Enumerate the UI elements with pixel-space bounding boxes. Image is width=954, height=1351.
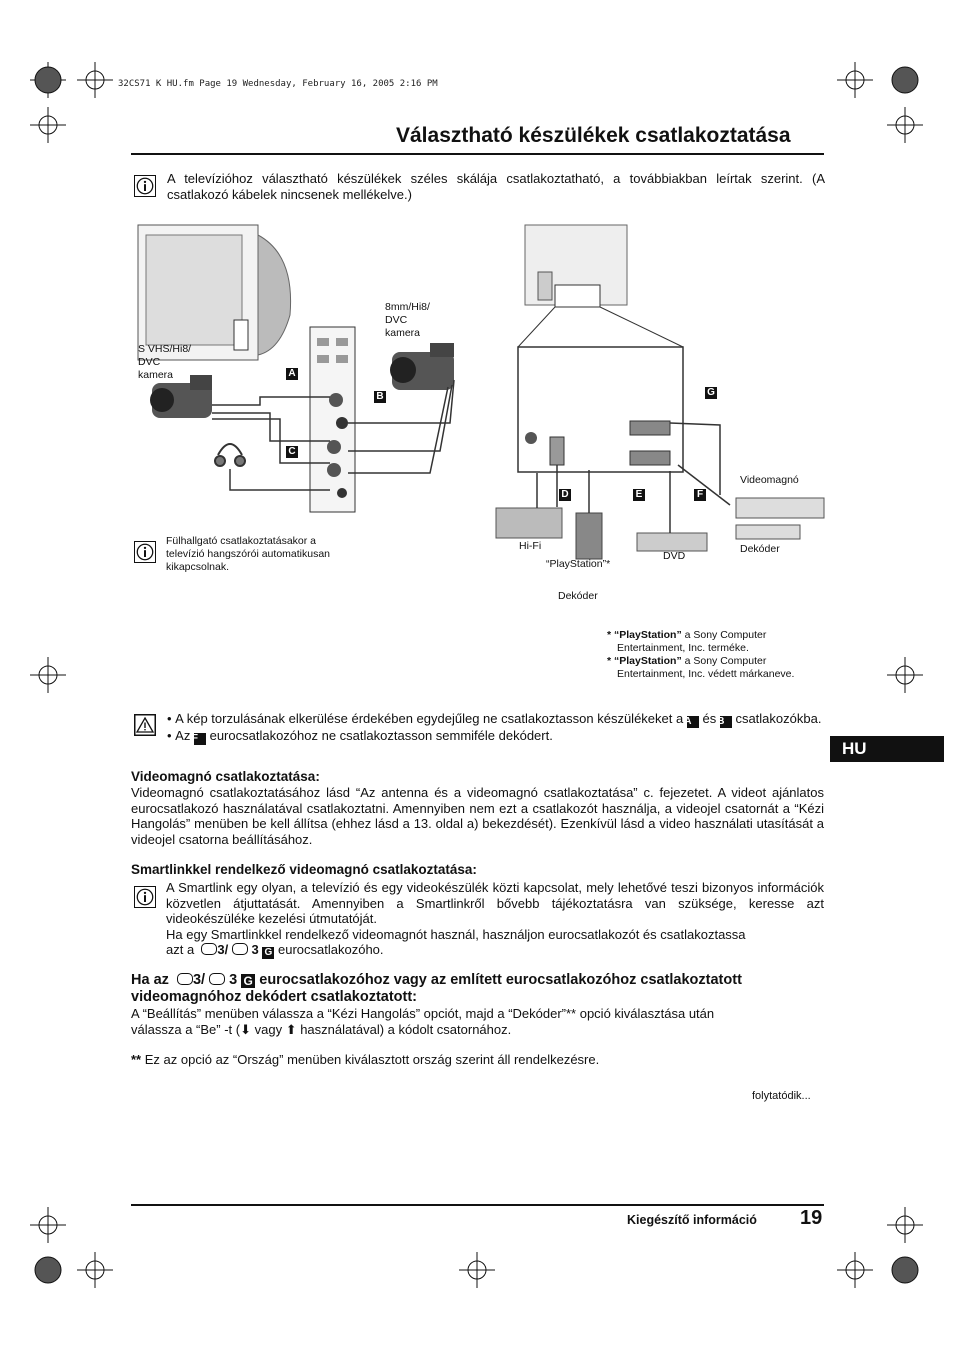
registration-mark [896, 666, 914, 684]
footnote-rest: a Sony Computer [681, 629, 767, 641]
registration-crosshair [30, 657, 66, 693]
registration-crosshair [887, 107, 923, 143]
page-number: 19 [800, 1207, 823, 1229]
registration-mark [846, 71, 864, 89]
registration-crosshair [887, 1207, 923, 1243]
registration-crosshair [887, 657, 923, 693]
registration-dot [892, 1257, 918, 1283]
decoder-body [131, 1006, 824, 1037]
info-icon [134, 886, 156, 908]
registration-mark [86, 1261, 104, 1279]
warning-bullet-1: A kép torzulásának elkerülése érdekében egydejűleg ne csatlakoztasson készülékeket a [175, 711, 684, 726]
heading-pre: Ha az [131, 972, 169, 988]
registration-mark [896, 1216, 914, 1234]
label-line: DVC [138, 356, 161, 368]
footer-section: Kiegészítő információ [627, 1213, 757, 1227]
registration-crosshair [77, 1252, 113, 1288]
decoder-para-2-end: használatával) a kódolt csatornához. [296, 1021, 512, 1037]
registration-dot [35, 1257, 61, 1283]
warning-bullet-2: Az [175, 728, 191, 743]
scart-out-icon [209, 973, 225, 985]
footnote-line2: Entertainment, Inc. védett márkaneve. [617, 668, 795, 680]
registration-mark [39, 71, 57, 89]
registration-mark [39, 116, 57, 134]
scart-number: 3/ [217, 942, 229, 957]
playstation-footnote-1 [607, 629, 827, 655]
label-line: kamera [138, 369, 174, 381]
title-rule [131, 153, 824, 155]
vcr-label: Videomagnó [740, 474, 799, 486]
footnote-mark: * [607, 629, 612, 641]
scart-in-icon [177, 973, 193, 985]
connector-label-b: B [374, 391, 386, 403]
footnote-mark: ** [131, 1052, 142, 1067]
warning-bullet-1-end: csatlakozókba. [735, 711, 822, 726]
page-title: Választható készülékek csatlakoztatása [396, 124, 791, 147]
heading-line-2: videomagnóhoz dekódert csatlakoztatott: [131, 989, 418, 1005]
section-body-vcr: Videomagnó csatlakoztatásához lásd “Az antenna és a videomagnó csatlakoztatása” c. fejezetet. A videot ajánlatos eurocsatlakozó használatával csatlakoztatni. Amennyiben nem ezt a csatlakozót használja, a videojel csatornát a “Kézi Hangolás” menüben be kell állítsa (ehhez lásd a 13. oldal a) bekezdését). Ezenkívül lásd a video használati utasítását a videojel csatorna beállításához. [131, 785, 824, 847]
footnote-country [131, 1052, 824, 1068]
registration-mark [846, 1261, 864, 1279]
smartlink-para-3-end: eurocsatlakozóho. [278, 942, 384, 957]
label-line: S VHS/Hi8/ [138, 343, 192, 355]
connector-label-g: G [705, 387, 717, 399]
footnote-line2: Entertainment, Inc. terméke. [617, 642, 749, 654]
label-line: 8mm/Hi8/ [385, 301, 430, 313]
decoder-para-2-mid: vagy [251, 1021, 286, 1037]
playstation-footnote-2 [607, 655, 827, 681]
smartlink-body [166, 880, 824, 959]
registration-crosshair [459, 1252, 495, 1288]
and-word: és [702, 711, 717, 726]
warning-bullet-2-end: eurocsatlakozóhoz ne csatlakoztasson semmiféle dekódert. [209, 728, 553, 743]
connector-label-b-inline: B [720, 716, 732, 728]
registration-mark [39, 666, 57, 684]
registration-crosshair [30, 107, 66, 143]
tv-rear-illustration [525, 225, 627, 307]
registration-mark [896, 116, 914, 134]
continued-note: folytatódik... [752, 1090, 811, 1102]
label-line: DVC [385, 314, 408, 326]
intro-text: A televízióhoz választható készülékek széles skálája csatlakoztatható, a továbbiakban leírtak szerint. (A csatlakozó kábelek nincsenek mellékelve.) [167, 171, 825, 202]
connector-label-g-inline: G [241, 974, 255, 988]
connection-diagram [130, 215, 830, 695]
registration-dot [892, 67, 918, 93]
rear-connector-panel [518, 307, 683, 472]
footnote-text: Ez az opció az “Ország” menüben kiválasztott ország szerint áll rendelkezésre. [144, 1052, 600, 1067]
decoder-label-right: Dekóder [740, 543, 780, 555]
headphone-note: Fülhallgató csatlakoztatásakor a televízió hangszórói automatikusan kikapcsolnak. [166, 535, 331, 573]
smartlink-para-3: azt a [166, 942, 195, 957]
section-heading-decoder [131, 972, 824, 1006]
smartlink-para-2: Ha egy Smartlinkkel rendelkező videomagnót használ, használjon eurocsatlakozót és csatlakoztassa [166, 926, 746, 942]
playstation-label: “PlayStation”* [546, 558, 611, 570]
connector-label-a: A [286, 368, 298, 380]
connector-label-f-inline: F [194, 733, 206, 745]
decoder-label-bottom: Dekóder [558, 590, 598, 602]
scart-number-2: 3 [229, 972, 238, 988]
smartlink-para-1: A Smartlink egy olyan, a televízió és egy videokészülék közti kapcsolat, mely lehetővé teszi bizonyos információk közvetlen átjuttatását. Amennyiben a Smartlinkről bővebb tájékoztatásra van szüksége, keresse azt videokészüléke kezelési útmutatóját. [166, 880, 824, 926]
section-heading-smartlink: Smartlinkkel rendelkező videomagnó csatlakoztatása: [131, 862, 477, 877]
left-camera-label [138, 343, 191, 382]
tv-side-panel [310, 327, 355, 512]
registration-crosshair [837, 1252, 873, 1288]
info-icon [134, 541, 156, 563]
heading-post: eurocsatlakozóhoz vagy az említett eurocsatlakozóhoz csatlakoztatott [259, 972, 742, 988]
connector-label-e: E [633, 489, 645, 501]
label-line: kamera [385, 327, 421, 339]
down-arrow-icon: ⬇ [240, 1021, 251, 1037]
footnote-mark: * [607, 655, 612, 667]
scart-number-2: 3 [251, 942, 259, 957]
up-arrow-icon: ⬆ [285, 1021, 297, 1037]
scart-in-icon [201, 943, 217, 955]
registration-dot [35, 67, 61, 93]
registration-crosshair [837, 62, 873, 98]
registration-crosshair [30, 62, 66, 98]
footnote-bold: “PlayStation” [614, 629, 682, 641]
dvd-label: DVD [663, 550, 686, 562]
headphones-illustration [215, 444, 245, 466]
registration-crosshair [77, 62, 113, 98]
footer-rule [131, 1204, 824, 1206]
connector-label-d: D [559, 489, 571, 501]
decoder-para-1: A “Beállítás” menüben válassza a “Kézi Hangolás” opciót, majd a “Dekóder”** opció kiválasztása után [131, 1006, 715, 1021]
section-heading-vcr: Videomagnó csatlakoztatása: [131, 769, 320, 784]
footnote-rest: a Sony Computer [681, 655, 767, 667]
warning-icon [134, 714, 156, 736]
registration-mark [39, 1216, 57, 1234]
right-camera-label [385, 301, 430, 340]
warning-text: • A kép torzulásának elkerülése érdekében egydejűleg ne csatlakoztasson készülékeket a A és B csatlakozókba. • Az F eurocsatlakozóhoz ne csatlakoztasson semmiféle dekódert. [167, 711, 822, 744]
language-tab: HU [830, 736, 944, 762]
info-icon [134, 175, 156, 197]
right-camera-illustration [390, 343, 454, 390]
registration-mark [86, 71, 104, 89]
scart-number: 3/ [192, 972, 206, 988]
registration-mark [468, 1261, 486, 1279]
tv-front-illustration [138, 225, 291, 360]
footnote-bold: “PlayStation” [614, 655, 682, 667]
connector-label-c: C [286, 446, 298, 458]
registration-crosshair [30, 1207, 66, 1243]
hifi-label: Hi-Fi [519, 540, 542, 552]
print-header: 32CS71 K HU.fm Page 19 Wednesday, February 16, 2005 2:16 PM [118, 79, 438, 89]
connector-label-f: F [694, 489, 706, 501]
scart-out-icon [232, 943, 248, 955]
decoder-para-2: válassza a “Be” -t ( [131, 1021, 241, 1037]
connector-label-g-inline: G [262, 947, 274, 959]
connector-label-a-inline: A [687, 716, 699, 728]
